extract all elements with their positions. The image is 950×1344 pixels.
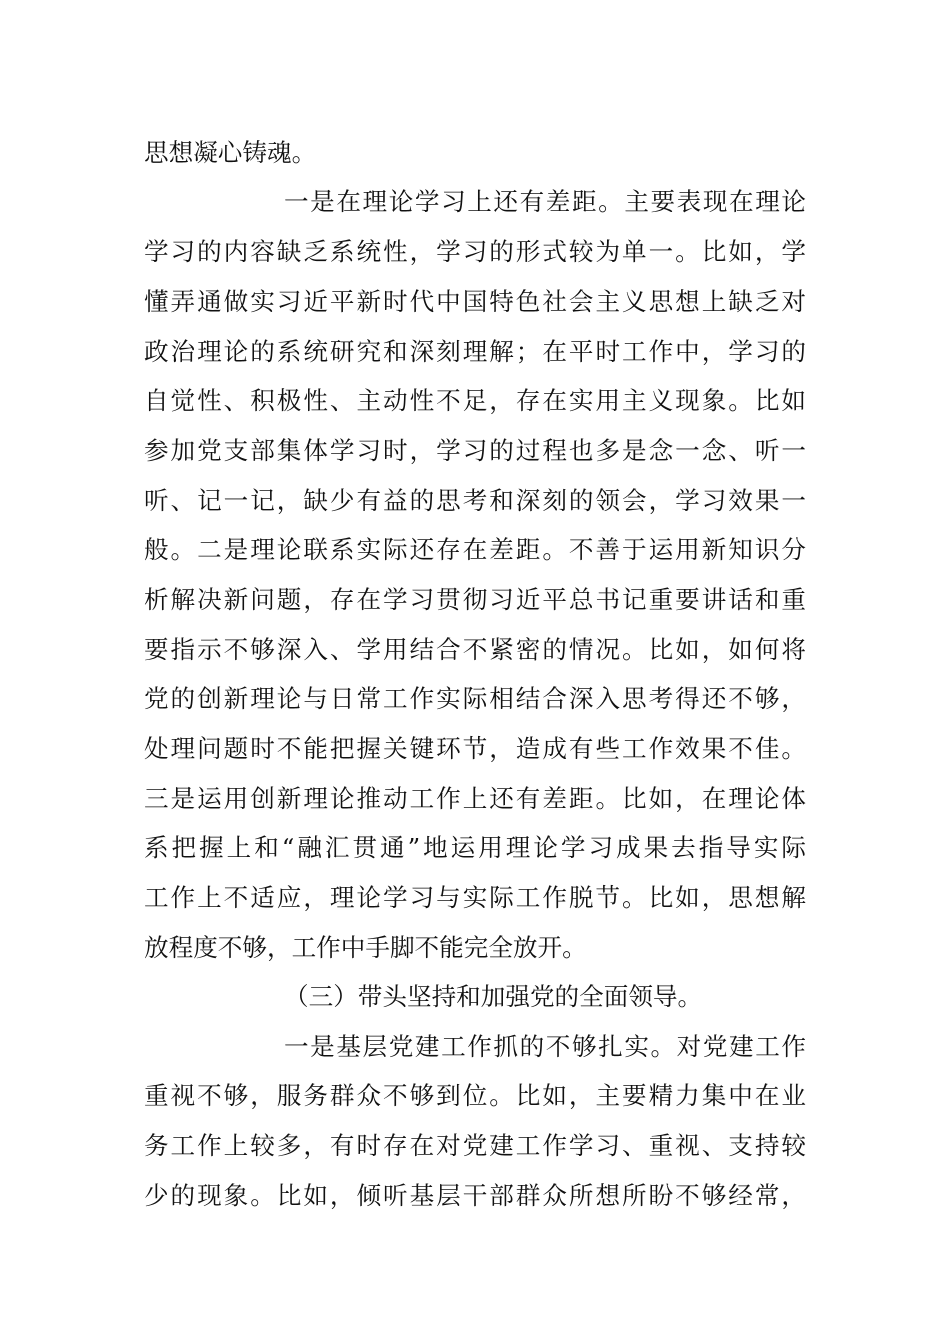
text-line: 重视不够，服务群众不够到位。比如，主要精力集中在业 bbox=[144, 1081, 806, 1110]
section-heading: （三）带头坚持和加强党的全面领导。 bbox=[284, 982, 703, 1011]
text-line: 少的现象。比如，倾听基层干部群众所想所盼不够经常， bbox=[144, 1181, 806, 1210]
text-line: 懂弄通做实习近平新时代中国特色社会主义思想上缺乏对 bbox=[144, 287, 806, 316]
paragraph-first-line: 一是基层党建工作抓的不够扎实。对党建工作 bbox=[284, 1032, 806, 1061]
text-line: 思想凝心铸魂。 bbox=[144, 138, 317, 167]
text-line: 般。二是理论联系实际还存在差距。不善于运用新知识分 bbox=[144, 535, 806, 564]
text-line: 学习的内容缺乏系统性，学习的形式较为单一。比如，学 bbox=[144, 237, 806, 266]
text-line: 党的创新理论与日常工作实际相结合深入思考得还不够， bbox=[144, 684, 806, 713]
text-line: 工作上不适应，理论学习与实际工作脱节。比如，思想解 bbox=[144, 883, 806, 912]
text-line: 系把握上和“融汇贯通”地运用理论学习成果去指导实际 bbox=[144, 833, 806, 862]
text-line: 听、记一记，缺少有益的思考和深刻的领会，学习效果一 bbox=[144, 486, 806, 515]
text-line: 政治理论的系统研究和深刻理解；在平时工作中，学习的 bbox=[144, 337, 806, 366]
text-line: 放程度不够，工作中手脚不能完全放开。 bbox=[144, 933, 587, 962]
text-line: 三是运用创新理论推动工作上还有差距。比如，在理论体 bbox=[144, 784, 806, 813]
text-line: 要指示不够深入、学用结合不紧密的情况。比如，如何将 bbox=[144, 635, 806, 664]
text-line: 析解决新问题，存在学习贯彻习近平总书记重要讲话和重 bbox=[144, 585, 806, 614]
text-line: 参加党支部集体学习时，学习的过程也多是念一念、听一 bbox=[144, 436, 806, 465]
text-line: 务工作上较多，有时存在对党建工作学习、重视、支持较 bbox=[144, 1131, 806, 1160]
text-line: 处理问题时不能把握关键环节，造成有些工作效果不佳。 bbox=[144, 734, 806, 763]
paragraph-first-line: 一是在理论学习上还有差距。主要表现在理论 bbox=[284, 187, 806, 216]
text-line: 自觉性、积极性、主动性不足，存在实用主义现象。比如 bbox=[144, 386, 806, 415]
